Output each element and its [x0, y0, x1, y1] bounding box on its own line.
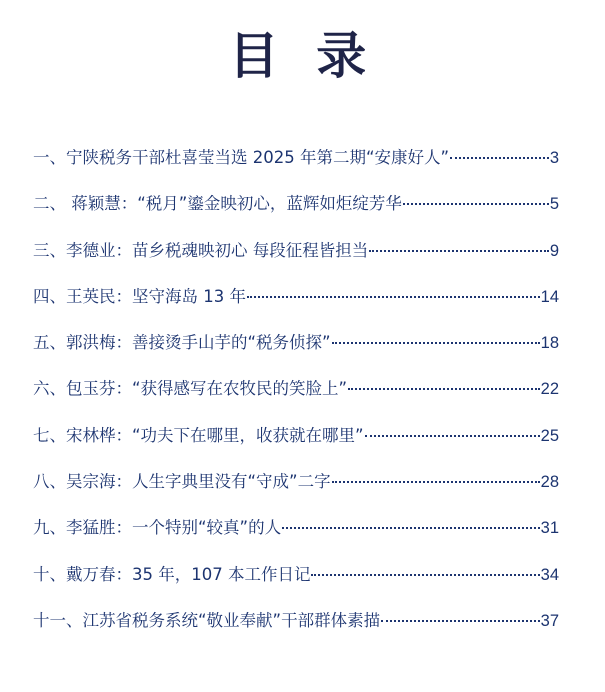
toc-dot-leader — [450, 157, 549, 159]
toc-entry[interactable] — [33, 608, 559, 634]
toc-dot-leader — [403, 203, 549, 205]
toc-page-number: 31 — [540, 519, 559, 538]
toc-entry[interactable] — [33, 191, 559, 217]
toc-dot-leader — [381, 620, 540, 622]
toc-page-number: 14 — [540, 287, 559, 306]
toc-dot-leader — [247, 296, 540, 298]
toc-entry-title: 十、戴万春：35 年，107 本工作日记 — [33, 564, 311, 584]
toc-page-number: 22 — [540, 380, 559, 399]
toc-entry[interactable] — [33, 145, 559, 171]
toc-page-number: 18 — [540, 334, 559, 353]
toc-entry-title: 十一、江苏省税务系统“敬业奉献”干部群体素描 — [33, 610, 381, 630]
toc-entry[interactable] — [33, 515, 559, 541]
toc-entry[interactable] — [33, 284, 559, 310]
toc-dot-leader — [369, 250, 549, 252]
toc-entry[interactable] — [33, 238, 559, 264]
toc-entry-title: 二、 蒋颖慧：“税月”鎏金映初心，蓝辉如炬绽芳华 — [33, 194, 402, 214]
toc-entry[interactable] — [33, 562, 559, 588]
toc-entry[interactable] — [33, 469, 559, 495]
toc-entry-title: 七、宋林桦：“功夫下在哪里，收获就在哪里” — [33, 425, 364, 445]
toc-entry-title: 九、李猛胜：一个特别“较真”的人 — [33, 518, 282, 538]
toc-entry-title: 五、郭洪梅：善接烫手山芋的“税务侦探” — [33, 333, 331, 353]
toc-page-number: 34 — [540, 565, 559, 584]
toc-entry-title: 八、吴宗海：人生字典里没有“守成”二字 — [33, 472, 331, 492]
toc-entry[interactable] — [33, 423, 559, 449]
toc-page-number: 37 — [540, 611, 559, 630]
toc-dot-leader — [365, 435, 540, 437]
toc-entry-title: 一、宁陕税务干部杜喜莹当选 2025 年第二期“安康好人” — [33, 148, 450, 167]
table-of-contents — [33, 145, 559, 654]
toc-page-number: 28 — [540, 473, 559, 492]
toc-entry[interactable] — [33, 376, 559, 402]
toc-page-number: 5 — [549, 195, 559, 214]
toc-dot-leader — [311, 574, 539, 576]
toc-entry-title: 四、王英民：坚守海岛 13 年 — [33, 286, 246, 306]
toc-dot-leader — [332, 342, 540, 344]
page-title: 目 录 — [228, 27, 377, 85]
toc-page-number: 25 — [540, 426, 559, 445]
toc-dot-leader — [348, 388, 540, 390]
toc-page-number: 9 — [549, 241, 559, 260]
toc-dot-leader — [332, 481, 540, 483]
toc-page-number: 3 — [549, 149, 559, 167]
toc-entry-title: 三、李德业：苗乡税魂映初心 每段征程皆担当 — [33, 240, 369, 260]
toc-entry-title: 六、包玉芬：“获得感写在农牧民的笑脸上” — [33, 379, 348, 399]
toc-dot-leader — [282, 527, 540, 529]
toc-entry[interactable] — [33, 330, 559, 356]
